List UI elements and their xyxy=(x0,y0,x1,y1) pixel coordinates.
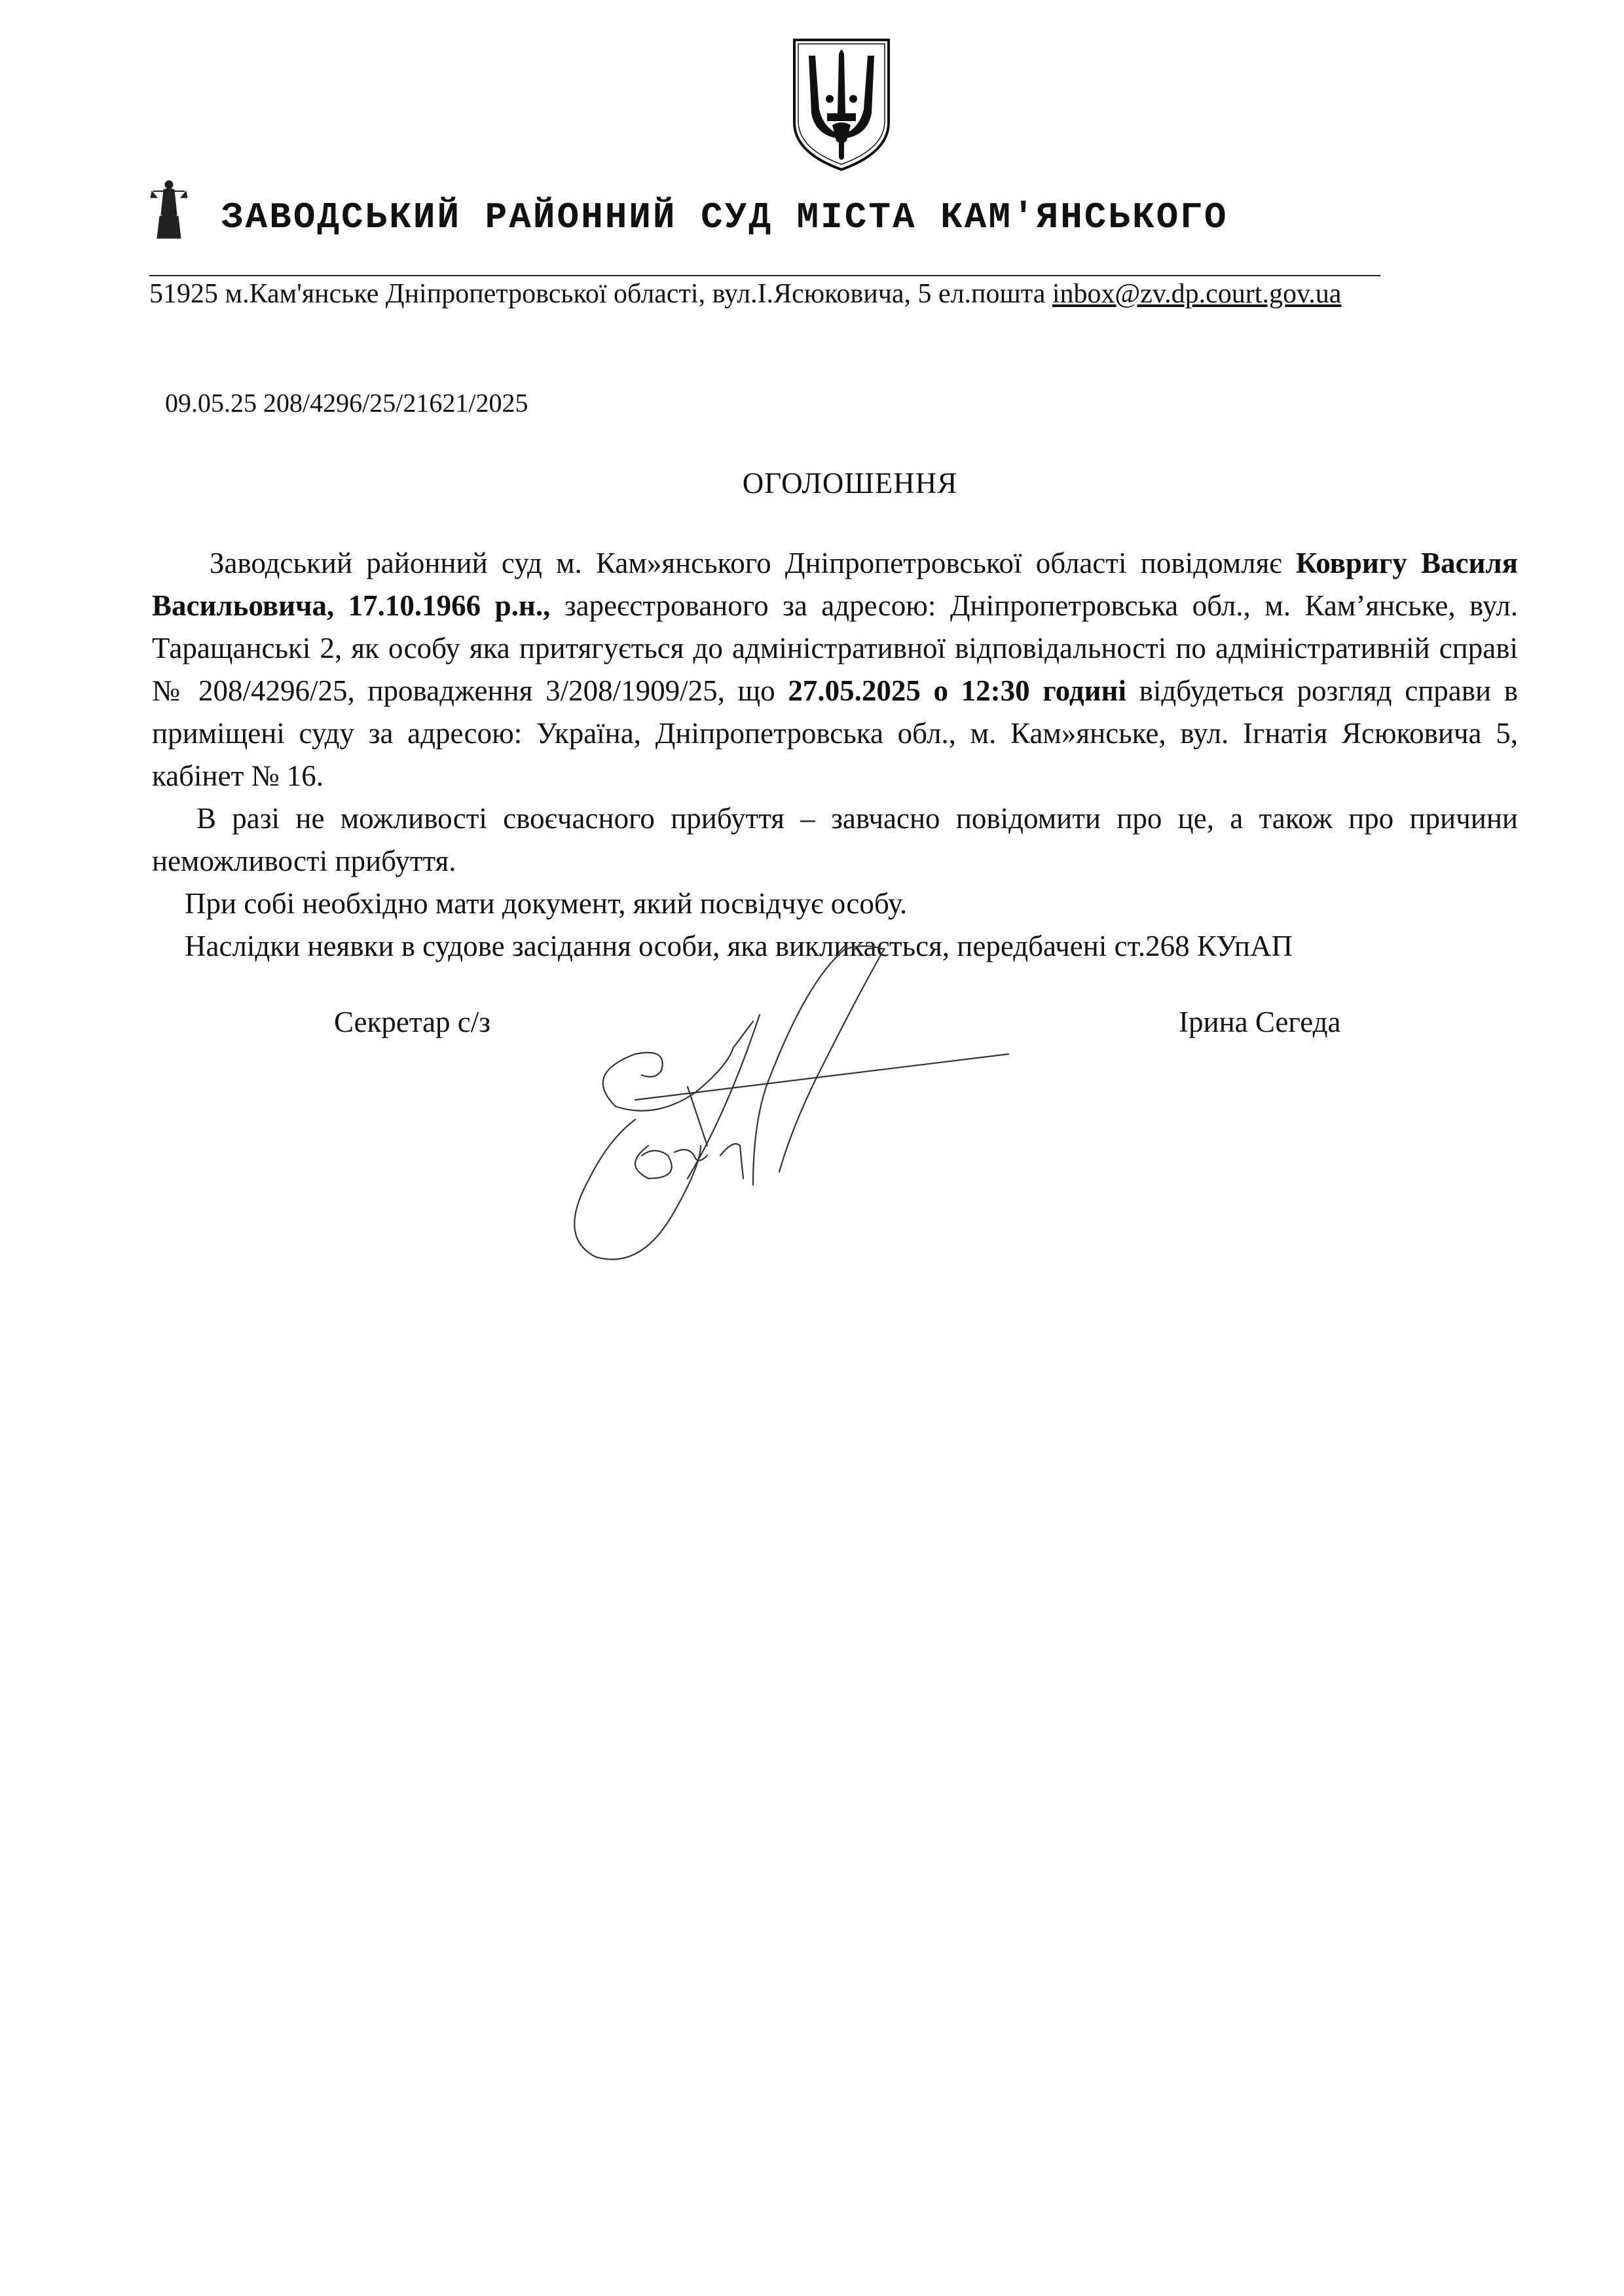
consequences-paragraph: Наслідки неявки в судове засідання особи, яка викликається, передбачені ст.268 КУпАП xyxy=(185,930,1293,962)
person-name: Ковригу Василя Васильовича, 17.10.1966 р.н., xyxy=(152,547,1518,622)
court-address xyxy=(149,278,1524,310)
document-required-paragraph: При собі необхідно мати документ, який посвідчує особу. xyxy=(185,887,908,920)
notice-text-2: зареєстрованого за адресою: Дніпропетровська обл., м. Кам’янське, вул. Таращанські 2, як особу яка притягується до адміністративної відповідальності по адміністративній справі № 208/4296/25, провадження 3/208/1909/25, що xyxy=(152,589,1518,707)
notice-text-1: Заводський районний суд м. Кам»янського Дніпропетровської області повідомляє xyxy=(210,547,1296,579)
address-text: 51925 м.Кам'янське Дніпропетровської області, вул.І.Ясюковича, 5 ел.пошта xyxy=(149,279,1052,309)
hearing-datetime: 27.05.2025 о 12:30 годині xyxy=(788,674,1126,707)
handwritten-signature xyxy=(557,930,1054,1296)
signatory-role: Секретар с/з xyxy=(334,1006,491,1038)
signatory-name: Ірина Сегеда xyxy=(1179,1006,1341,1038)
absence-paragraph: В разі не можливості своєчасного прибуття – завчасно повідомити про це, а також про причини неможливості прибуття. xyxy=(152,802,1518,877)
reference-number: 09.05.25 208/4296/25/21621/2025 xyxy=(165,388,528,418)
document-title: ОГОЛОШЕННЯ xyxy=(742,467,958,500)
themis-statue-icon xyxy=(149,175,189,241)
court-name: ЗАВОДСЬКИЙ РАЙОННИЙ СУД МІСТА КАМ'ЯНСЬКОГО xyxy=(221,196,1228,238)
header-divider xyxy=(149,275,1380,276)
email-link[interactable]: inbox@zv.dp.court.gov.ua xyxy=(1052,279,1342,309)
notice-text-3: відбудеться розгляд справи в приміщені суду за адресою: Україна, Дніпропетровська обл., м. Кам»янське, вул. Ігнатія Ясюковича 5, кабінет № 16. xyxy=(152,674,1519,792)
document-body xyxy=(152,542,1518,968)
trident-coat-of-arms-icon xyxy=(789,36,894,173)
notice-paragraph xyxy=(152,542,1518,797)
